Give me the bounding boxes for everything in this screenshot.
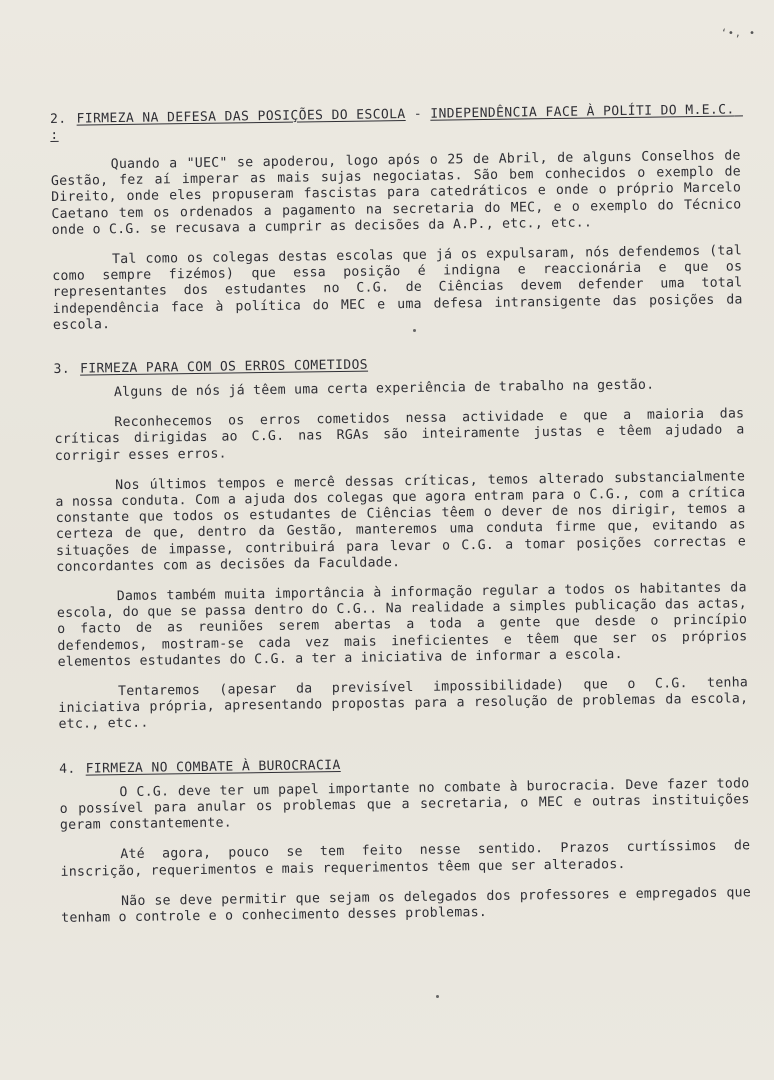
document-body <box>50 102 752 941</box>
paragraph: Nos últimos tempos e mercê dessas críticas, temos alterado substancialmente a nossa conduta. Com a ajuda dos colegas que agora entram para o C.G., com a crítica constante que todos os estudantes de Ciências têem o dever de nos dirigir, temos a certeza de que, dentro da Gestão, manteremos uma conduta firme que, evitando as situações de impasse, contribuirá para levar o C.G. a tomar posições correctas e concordantes com as decisões da Faculdade. <box>55 469 747 575</box>
paragraph: Até agora, pouco se tem feito nesse sentido. Prazos curtíssimos de inscrição, requerimentos e mais requerimentos têem que ser alterados. <box>60 838 751 880</box>
section-number: 4. <box>59 761 76 777</box>
section-number: 3. <box>53 361 71 378</box>
section-number: 2. <box>50 111 67 127</box>
paragraph: Tal como os colegas destas escolas que já os expulsaram, nós defendemos (tal como sempre fizémos) que essa posição é indigna e reaccionária e que os representantes dos estudantes no C.G. de Ciências devem defender uma total independência face à política do MEC e uma defesa intransigente das posições da escola. <box>52 243 743 333</box>
paragraph: Alguns de nós já têem uma certa experiência de trabalho na gestão. <box>113 377 655 401</box>
paragraph: Reconhecemos os erros cometidos nessa actividade e que a maioria das críticas dirigidas ao C.G. nas RGAs são inteiramente justas e têem ajudado a corrigir esses erros. <box>54 406 745 464</box>
heading-part-b: INDEPENDÊNCIA FACE À POLÍTI DO M.E.C. : <box>50 102 744 143</box>
heading-part-a: FIRMEZA NA DEFESA DAS POSIÇÕES DO ESCOLA <box>76 107 406 127</box>
paragraph: Quando a "UEC" se apoderou, logo após o 25 de Abril, de alguns Conselhos de Gestão, fez aí imperar as mais sujas negociatas. São bem conhecidos o exemplo de Direito, onde eles propuseram fascistas para catedráticos e onde o próprio Marcelo Caetano tem os ordenados a pagamento na secretaria do MEC, e o exemplo do Técnico onde o C.G. se recusava a cumprir as decisões da A.P., etc., etc.. <box>50 148 742 238</box>
section-3 <box>53 352 748 733</box>
heading-part-a: FIRMEZA PARA COM OS ERROS COMETIDOS <box>79 357 369 377</box>
heading-part-a: FIRMEZA NO COMBATE À BUROCRACIA <box>85 757 341 777</box>
paragraph: Não se deve permitir que sejam os delegados dos professores e empregados que tenham o controle e o conhecimento desses problemas. <box>61 884 752 926</box>
section-2 <box>50 102 743 334</box>
heading-separator: - <box>405 106 431 123</box>
paragraph: Damos também muita importância à informação regular a todos os habitantes da escola, do que se passa dentro do C.G.. Na realidade a simples publicação das actas, o facto de as reuniões serem abertas a toda a gente que desde o princípio defendemos, mostram-se cada vez mais ineficientes e têem que ser os próprios elementos estudantes do C.G. a ter a iniciativa de informar a escola. <box>56 580 748 670</box>
corner-mark: ‘•, • <box>720 28 756 39</box>
ink-speck <box>436 995 439 998</box>
section-heading <box>50 102 744 144</box>
paragraph: O C.G. deve ter um papel importante no combate à burocracia. Deve fazer todo o possível para anular os problemas que a secretaria, o MEC e outras instituições geram constantemente. <box>59 775 750 834</box>
section-4 <box>59 752 751 927</box>
paragraph: Tentaremos (apesar da previsível impossibilidade) que o C.G. tenha iniciativa própria, apresentando propostas para a resolução de problemas da escola, etc., etc.. <box>58 675 749 733</box>
